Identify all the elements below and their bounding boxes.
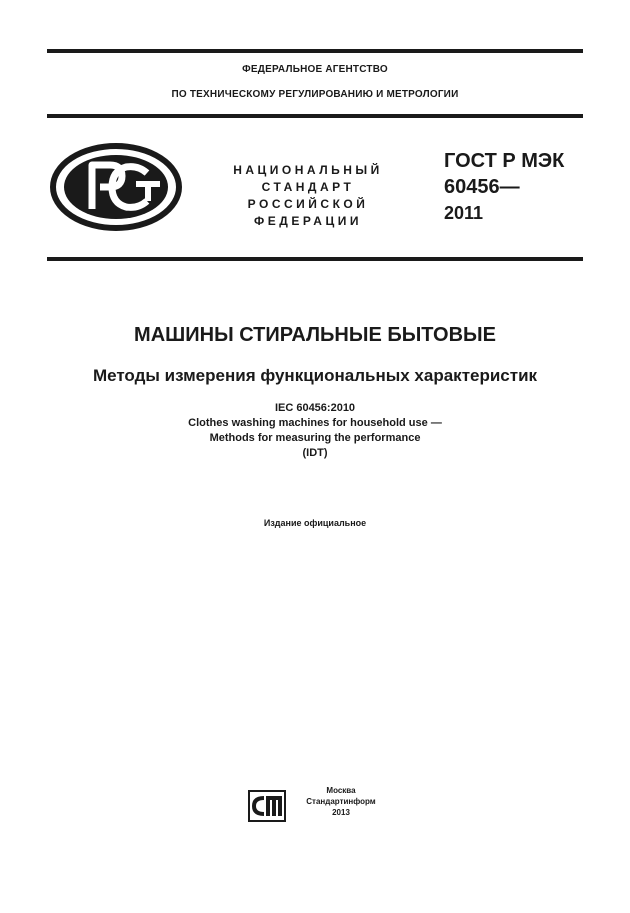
publisher-city: Москва: [326, 786, 356, 795]
header-rule: [47, 114, 583, 118]
publisher-name: Стандартинформ: [306, 797, 376, 806]
standard-designation: [444, 148, 564, 226]
document-title: МАШИНЫ СТИРАЛЬНЫЕ БЫТОВЫЕ: [134, 324, 496, 346]
publisher-info: [296, 785, 386, 818]
iec-line: IEC 60456:2010: [274, 402, 356, 414]
agency-line-2: ПО ТЕХНИЧЕСКОМУ РЕГУЛИРОВАНИЮ И МЕТРОЛОГИИ: [171, 89, 459, 100]
national-line: НАЦИОНАЛЬНЫЙ: [233, 163, 383, 177]
rst-certification-mark-icon: [50, 143, 182, 231]
agency-line-1: ФЕДЕРАЛЬНОЕ АГЕНТСТВО: [242, 64, 388, 75]
standartinform-logo-icon: [248, 790, 286, 822]
international-reference: [47, 401, 583, 461]
edition-label: Издание официальное: [263, 518, 367, 528]
designation-line: 60456—: [444, 176, 520, 198]
document-subtitle: Методы измерения функциональных характеристик: [92, 366, 538, 385]
top-rule: [47, 49, 583, 53]
national-standard-label: [218, 162, 398, 230]
designation-line: ГОСТ Р МЭК: [444, 150, 565, 172]
designation-line: 2011: [444, 203, 484, 223]
publisher-year: 2013: [332, 808, 350, 817]
middle-rule: [47, 257, 583, 261]
iec-line: Methods for measuring the performance: [209, 432, 421, 444]
iec-line: Clothes washing machines for household use —: [188, 417, 442, 429]
national-line: РОССИЙСКОЙ: [247, 197, 369, 211]
national-line: ФЕДЕРАЦИИ: [254, 214, 362, 228]
national-line: СТАНДАРТ: [261, 180, 355, 194]
iec-line: (IDT): [302, 447, 328, 459]
